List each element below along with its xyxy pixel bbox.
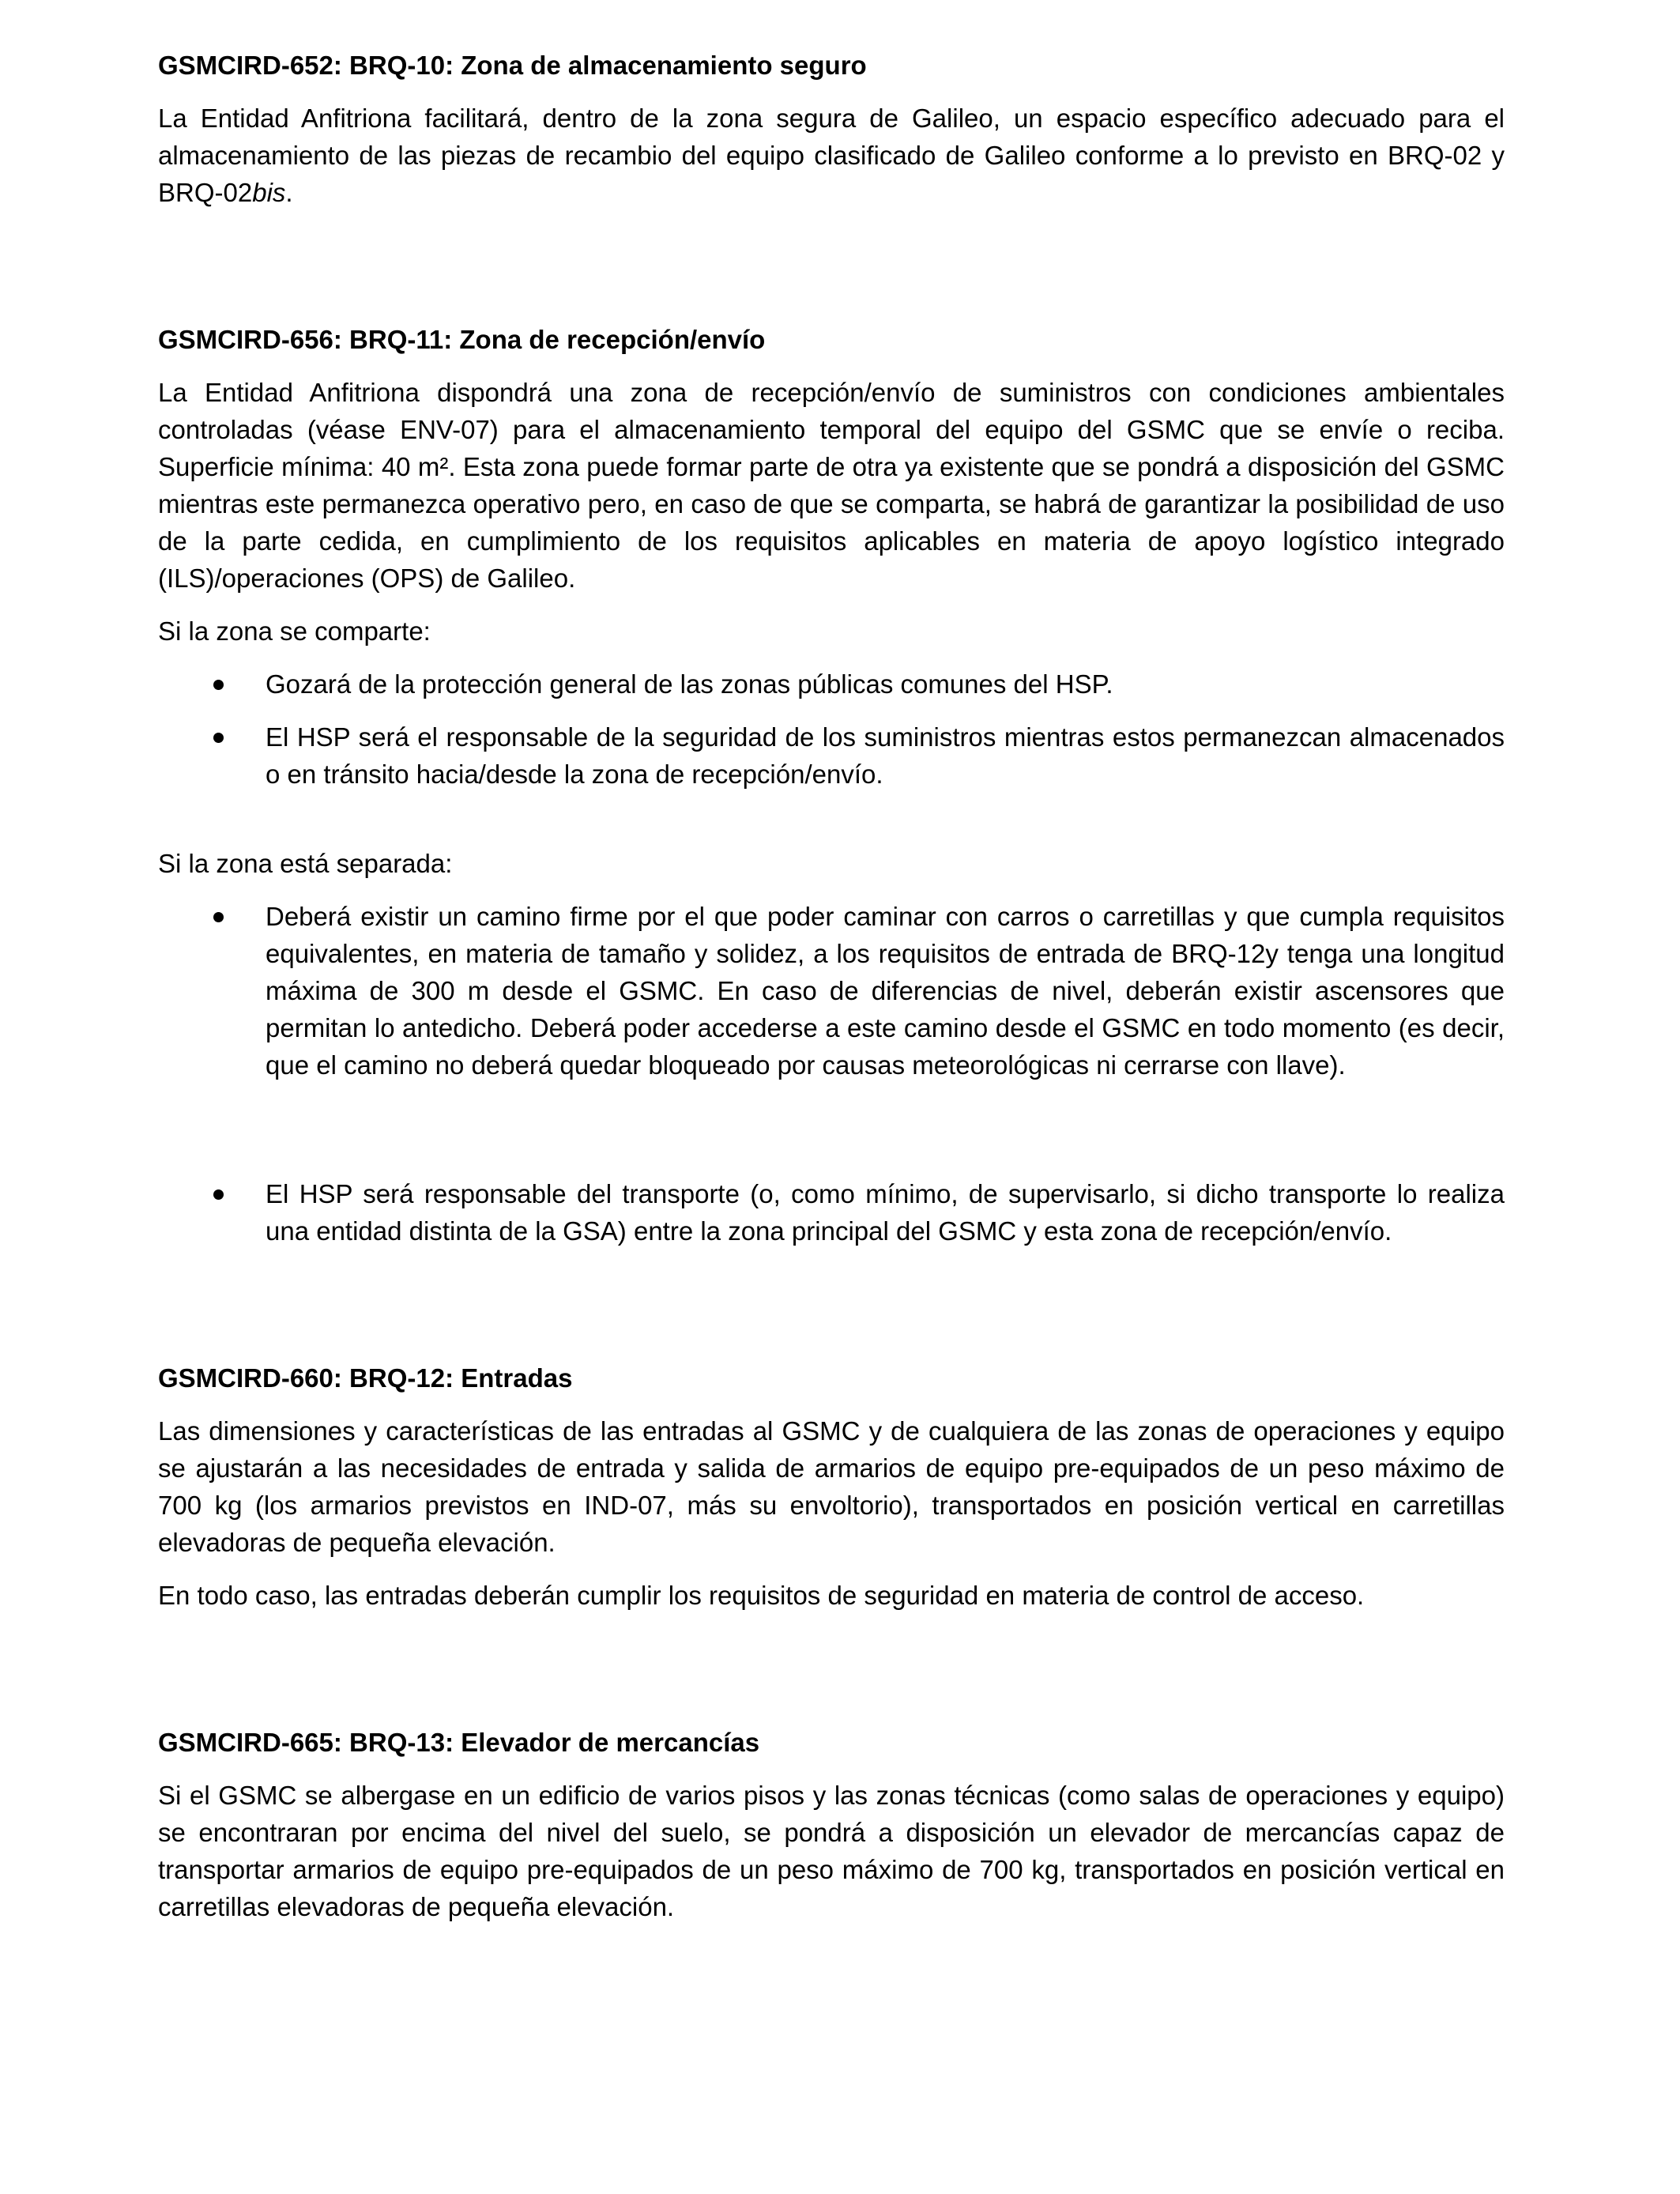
list-item-text: El HSP será el responsable de la seguridad de los suministros mientras estos permanezcan almacenados o en tránsito hacia/desde la zona de recepción/envío. <box>266 722 1505 789</box>
document-page <box>158 47 1505 1941</box>
bullet-icon <box>213 733 224 743</box>
shared-zone-intro: Si la zona se comparte: <box>158 616 431 646</box>
paragraph-text-end: . <box>285 178 293 207</box>
list-item-text: Gozará de la protección general de las zonas públicas comunes del HSP. <box>266 669 1113 699</box>
list-item <box>158 718 1505 793</box>
section-brq-13 <box>158 1725 1505 1925</box>
list-item <box>158 665 1505 703</box>
section-brq-12 <box>158 1360 1505 1614</box>
section-paragraph <box>158 100 1505 211</box>
section-heading: GSMCIRD-665: BRQ-13: Elevador de mercancías <box>158 1728 760 1757</box>
section-brq-11 <box>158 322 1505 1250</box>
list-item <box>158 898 1505 1084</box>
list-item-text: El HSP será responsable del transporte (o, como mínimo, de supervisarlo, si dicho transporte lo realiza una entidad distinta de la GSA) entre la zona principal del GSMC y esta zona de recepción/envío. <box>266 1179 1505 1246</box>
list-item-text: Deberá existir un camino firme por el que poder caminar con carros o carretillas y que cumpla requisitos equivalentes, en materia de tamaño y solidez, a los requisitos de entrada de BRQ-12y tenga una longitud máxima de 300 m desde el GSMC. En caso de diferencias de nivel, deberán existir ascensores que permitan lo antedicho. Deberá poder accederse a este camino desde el GSMC en todo momento (es decir, que el camino no deberá quedar bloqueado por causas meteorológicas ni cerrarse con llave). <box>266 902 1505 1080</box>
section-paragraph: La Entidad Anfitriona dispondrá una zona de recepción/envío de suministros con condiciones ambientales controladas (véase ENV-07) para el almacenamiento temporal del equipo del GSMC que se envíe o reciba. Superficie mínima: 40 m². Esta zona puede formar parte de otra ya existente que se pondrá a disposición del GSMC mientras este permanezca operativo pero, en caso de que se comparta, se habrá de garantizar la posibilidad de uso de la parte cedida, en cumplimiento de los requisitos aplicables en materia de apoyo logístico integrado (ILS)/operaciones (OPS) de Galileo. <box>158 378 1505 593</box>
list-item <box>158 1175 1505 1250</box>
shared-zone-list <box>158 665 1505 793</box>
section-heading: GSMCIRD-652: BRQ-10: Zona de almacenamiento seguro <box>158 51 867 80</box>
section-paragraph: Las dimensiones y características de las entradas al GSMC y de cualquiera de las zonas de operaciones y equipo se ajustarán a las necesidades de entrada y salida de armarios de equipo pre-equipados de un peso máximo de 700 kg (los armarios previstos en IND-07, más su envoltorio), transportados en posición vertical en carretillas elevadoras de pequeña elevación. <box>158 1416 1505 1557</box>
bullet-icon <box>213 912 224 922</box>
bullet-icon <box>213 680 224 690</box>
section-heading: GSMCIRD-660: BRQ-12: Entradas <box>158 1363 573 1393</box>
separate-zone-list <box>158 898 1505 1250</box>
separate-zone-intro: Si la zona está separada: <box>158 849 453 878</box>
section-heading: GSMCIRD-656: BRQ-11: Zona de recepción/envío <box>158 325 766 354</box>
bullet-icon <box>213 1189 224 1200</box>
section-brq-10 <box>158 47 1505 211</box>
section-paragraph: Si el GSMC se albergase en un edificio de varios pisos y las zonas técnicas (como salas de operaciones y equipo) se encontraran por encima del nivel del suelo, se pondrá a disposición un elevador de mercancías capaz de transportar armarios de equipo pre-equipados de un peso máximo de 700 kg, transportados en posición vertical en carretillas elevadoras de pequeña elevación. <box>158 1781 1505 1921</box>
paragraph-italic-text: bis <box>252 178 286 207</box>
paragraph-text: La Entidad Anfitriona facilitará, dentro de la zona segura de Galileo, un espacio específico adecuado para el almacenamiento de las piezas de recambio del equipo clasificado de Galileo conforme a lo previsto en BRQ-02 y BRQ-02 <box>158 104 1505 207</box>
section-paragraph: En todo caso, las entradas deberán cumplir los requisitos de seguridad en materia de control de acceso. <box>158 1581 1365 1610</box>
